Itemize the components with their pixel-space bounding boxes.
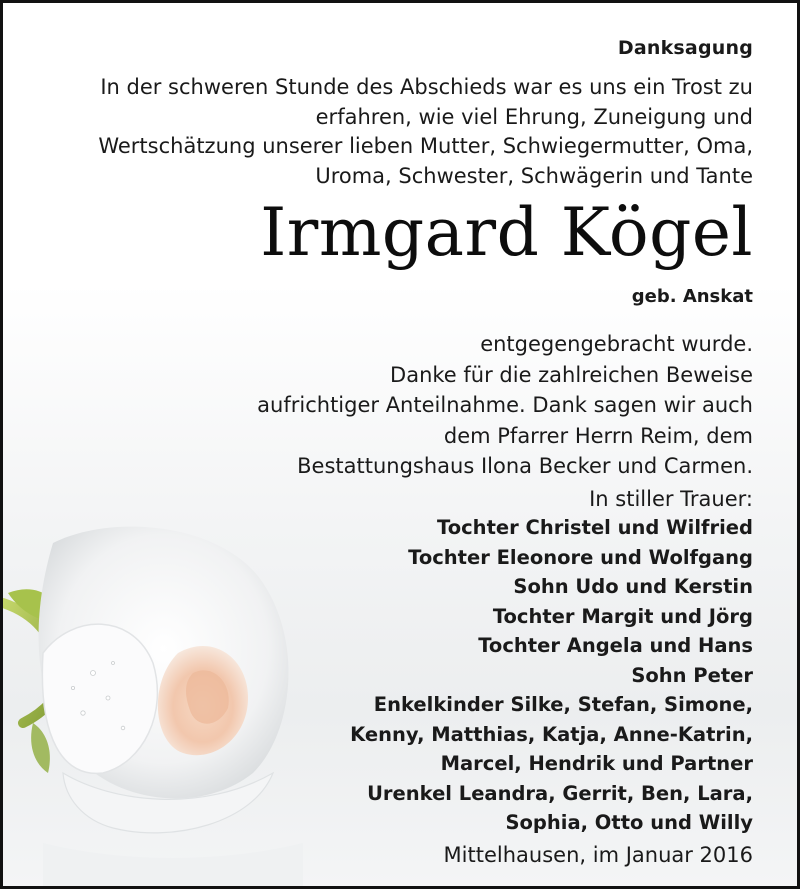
- mourner-line: Enkelkinder Silke, Stefan, Simone,: [373, 693, 753, 716]
- mourner-line: Marcel, Hendrik und Partner: [440, 752, 753, 775]
- place-date: Mittelhausen, im Januar 2016: [443, 843, 753, 867]
- intro-line: Uroma, Schwester, Schwägerin und Tante: [315, 163, 753, 188]
- thanks-line: Danke für die zahlreichen Beweise: [390, 362, 753, 387]
- thanks-line: Bestattungshaus Ilona Becker und Carmen.: [297, 454, 753, 478]
- mourner-line: Sohn Udo und Kerstin: [513, 575, 753, 598]
- thanks-text: [153, 329, 753, 482]
- mourner-line: Tochter Angela und Hans: [478, 634, 753, 657]
- mourner-line: Tochter Margit und Jörg: [492, 604, 753, 628]
- intro-line: In der schweren Stunde des Abschieds war es uns ein Trost zu: [100, 75, 753, 99]
- mourner-line: Tochter Christel und Wilfried: [437, 516, 753, 539]
- intro-text: [73, 73, 753, 191]
- deceased-name: Irmgard Kögel: [260, 194, 753, 271]
- thanks-line: entgegengebracht wurde.: [480, 332, 753, 356]
- mourner-line: Kenny, Matthias, Katja, Anne-Katrin,: [350, 722, 753, 746]
- mourners-list: [253, 513, 753, 838]
- mourning-heading: In stiller Trauer:: [589, 487, 753, 511]
- mourner-line: Tochter Eleonore und Wolfgang: [408, 545, 753, 569]
- mourner-line: Urenkel Leandra, Gerrit, Ben, Lara,: [367, 781, 753, 805]
- thanks-line: dem Pfarrer Herrn Reim, dem: [443, 423, 753, 448]
- mourner-line: Sohn Peter: [631, 663, 753, 687]
- notice-heading: Danksagung: [617, 37, 753, 59]
- thanks-line: aufrichtiger Anteilnahme. Dank sagen wir auch: [257, 393, 753, 417]
- intro-line: erfahren, wie viel Ehrung, Zuneigung und: [315, 104, 753, 129]
- intro-line: Wertschätzung unserer lieben Mutter, Schwiegermutter, Oma,: [98, 134, 753, 158]
- mourner-line: Sophia, Otto und Willy: [505, 811, 753, 834]
- maiden-name: geb. Anskat: [631, 286, 753, 307]
